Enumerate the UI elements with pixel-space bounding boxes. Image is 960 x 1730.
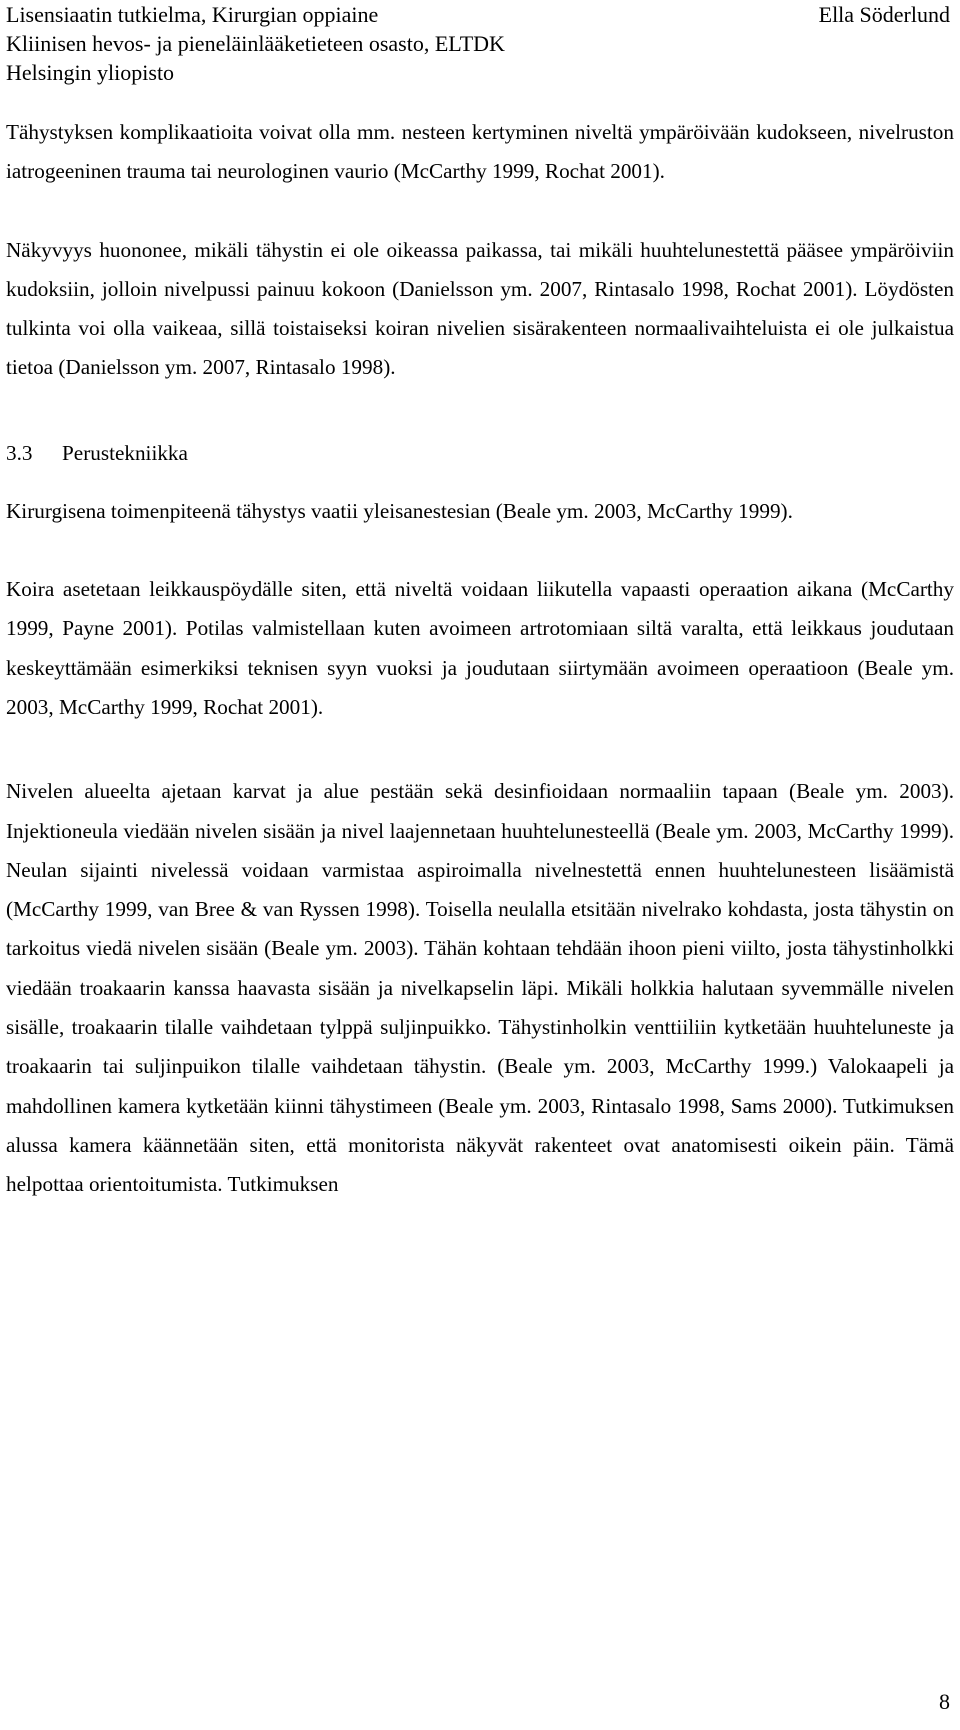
section-title: Perustekniikka xyxy=(62,440,188,465)
thesis-info: Lisensiaatin tutkielma, Kirurgian oppiaine xyxy=(6,2,379,27)
university-name: Helsingin yliopisto xyxy=(6,60,175,85)
department-name: Kliinisen hevos- ja pieneläinlääketieteen osasto, ELTDK xyxy=(6,31,505,56)
paragraph-positioning: Koira asetetaan leikkauspöydälle siten, että niveltä voidaan liikutella vapaasti operaation aikana (McCarthy 1999, Payne 2001). Potilas valmistellaan kuten avoimeen artrotomiaan siltä varalta, että leikkaus joudutaan keskeyttämään esimerkiksi teknisen syyn vuoksi ja joudutaan siirtymään avoimeen operaatioon (Beale ym. 2003, McCarthy 1999, Rochat 2001). xyxy=(6,577,954,719)
section-heading xyxy=(6,434,954,473)
author-name: Ella Söderlund xyxy=(818,2,950,27)
paragraph-anesthesia: Kirurgisena toimenpiteenä tähystys vaatii yleisanestesian (Beale ym. 2003, McCarthy 1999). xyxy=(6,498,793,523)
paragraph-complications: Tähystyksen komplikaatioita voivat olla mm. nesteen kertyminen niveltä ympäröivään kudokseen, nivelruston iatrogeeninen trauma tai neurologinen vaurio (McCarthy 1999, Rochat 2001). xyxy=(6,120,954,184)
body-text xyxy=(6,113,954,1205)
paragraph-visibility: Näkyvyys huononee, mikäli tähystin ei ole oikeassa paikassa, tai mikäli huuhtelunestettä pääsee ympäröiviin kudoksiin, jolloin nivelpussi painuu kokoon (Danielsson ym. 2007, Rintasalo 1998, Rochat 2001). Löydösten tulkinta voi olla vaikeaa, sillä toistaiseksi koiran nivelien sisärakenteen normaalivaihteluista ei ole julkaistua tietoa (Danielsson ym. 2007, Rintasalo 1998). xyxy=(6,237,954,380)
page-number: 8 xyxy=(939,1689,950,1714)
paragraph-procedure: Nivelen alueelta ajetaan karvat ja alue pestään sekä desinfioidaan normaaliin tapaan (Beale ym. 2003). Injektioneula viedään nivelen sisään ja nivel laajennetaan huuhtelunesteellä (Beale ym. 2003, McCarthy 1999). Neulan sijainti nivelessä voidaan varmistaa aspiroimalla nivelnestettä ennen huuhtelunesteen lisäämistä (McCarthy 1999, van Bree & van Ryssen 1998). Toisella neulalla etsitään nivelrako kohdasta, josta tähystin on tarkoitus viedä nivelen sisään (Beale ym. 2003). Tähän kohtaan tehdään ihoon pieni viilto, josta tähystinholkki viedään troakaarin kanssa haavasta sisään ja nivelkapselin läpi. Mikäli holkkia halutaan syvemmälle nivelen sisälle, troakaarin tilalle vaihdetaan tylppä suljinpuikko. Tähystinholkin venttiiliin kytketään huuhteluneste ja troakaarin tai suljinpuikon tilalle vaihdetaan tähystin. (Beale ym. 2003, McCarthy 1999.) Valokaapeli ja mahdollinen kamera kytketään kiinni tähystimeen (Beale ym. 2003, Rintasalo 1998, Sams 2000). Tutkimuksen alussa kamera käännetään siten, että monitorista näkyvät rakenteet ovat anatomisesti oikein päin. Tämä helpottaa orientoitumista. Tutkimuksen xyxy=(6,779,954,1197)
header-row-1 xyxy=(6,0,950,29)
section-number: 3.3 xyxy=(6,440,33,465)
page-header xyxy=(6,0,950,87)
